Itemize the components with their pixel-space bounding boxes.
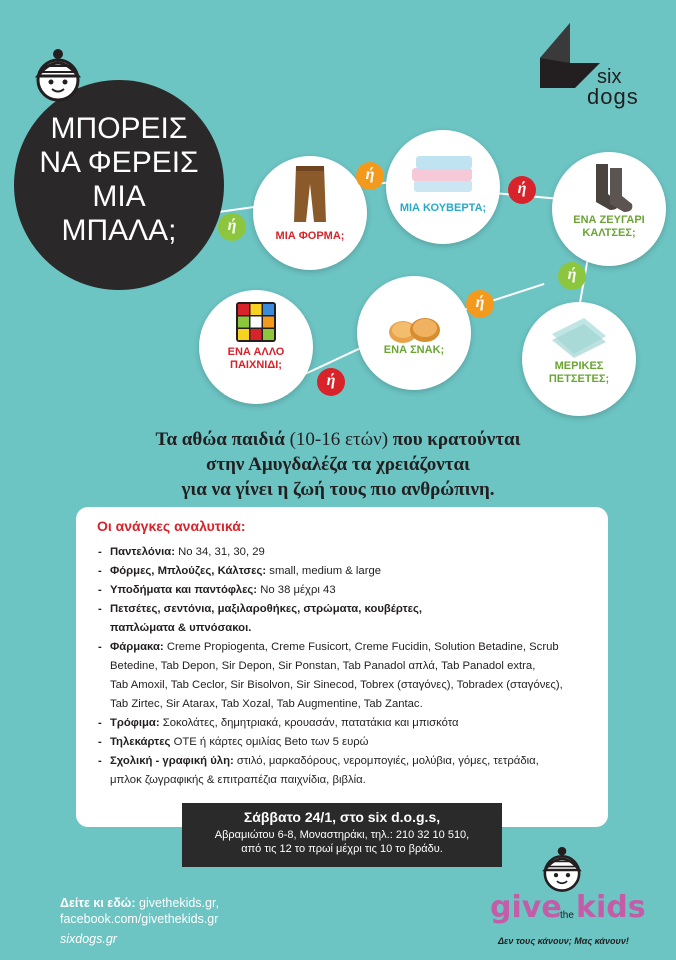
item-label-line: ΜΕΡΙΚΕΣ [554, 360, 604, 372]
brand-kids: kids [576, 890, 646, 925]
event-hours: από τις 12 το πρωί μέχρι τις 10 το βράδυ. [241, 843, 443, 855]
item-label-line: ΚΑΛΤΣΕΣ; [582, 227, 636, 239]
list-item: - Φάρμακα: Creme Propiogenta, Creme Fusicort, Creme Fucidin, Solution Betadine, Scrub [98, 638, 598, 657]
item-bubble-kouverta [386, 130, 500, 244]
item-label-kaltses [552, 214, 666, 240]
footer-see-also [60, 895, 219, 911]
see-also-label: Δείτε κι εδώ: [60, 896, 136, 910]
cookies-icon [385, 308, 445, 348]
brand-give: give [490, 890, 562, 925]
six-dogs-logo [535, 18, 645, 113]
event-box [182, 803, 502, 867]
socks-icon [588, 162, 636, 214]
list-item: - Τηλεκάρτες ΟΤΕ ή κάρτες ομιλίας Beto των 5 ευρώ [98, 733, 598, 752]
towels-icon [548, 314, 610, 358]
list-item-continuation: παπλώματα & υπνόσακοι. [110, 622, 252, 634]
item-bubble-forma [253, 156, 367, 270]
blanket-icon [410, 150, 476, 196]
list-item: - Υποδήματα και παντόφλες: Νο 38 μέχρι 43 [98, 581, 598, 600]
list-item: - Τρόφιμα: Σοκολάτες, δημητριακά, κρουασάν, πατατάκια και μπισκότα [98, 714, 598, 733]
list-item-continuation: μπλοκ ζωγραφικής & επιτραπέζια παιχνίδια, βιβλία. [110, 774, 366, 786]
connector-dot: ή [317, 368, 345, 396]
link-givethekids[interactable]: givethekids.gr, [139, 896, 219, 910]
mascot-icon [30, 48, 86, 104]
item-label-line: ΠΕΤΣΕΤΕΣ; [548, 373, 610, 385]
connector-dot: ή [508, 176, 536, 204]
main-question-line: ΜΠΟΡΕΙΣ [50, 112, 188, 145]
list-item-continuation: Betedine, Tab Depon, Sir Depon, Sir Ponstan, Tab Panadol απλά, Tab Panadol extra, [110, 660, 536, 672]
item-label-paixnidi [199, 346, 313, 372]
rubik-cube-icon [236, 302, 276, 342]
item-label-line: ΕΝΑ ΑΛΛΟ [227, 346, 285, 358]
needs-title: Οι ανάγκες αναλυτικά: [97, 518, 246, 534]
logo-dogs: dogs [587, 84, 639, 109]
item-label-snak: ΕΝΑ ΣΝΑΚ; [383, 344, 445, 356]
headline-line: Τα αθώα παιδιά (10-16 ετών) που κρατούνται [155, 429, 521, 450]
item-label-line: ΠΑΙΧΝΙΔΙ; [230, 359, 282, 371]
connector-dot: ή [558, 262, 586, 290]
headline-line: για να γίνει η ζωή τους πιο ανθρώπινη. [181, 479, 495, 500]
link-facebook[interactable]: facebook.com/givethekids.gr [60, 912, 219, 926]
main-question-line: ΜΠΑΛΑ; [61, 214, 177, 247]
connector-dot: ή [466, 290, 494, 318]
item-bubble-petsetes [522, 302, 636, 416]
mascot-icon [538, 846, 586, 894]
list-item: - Σχολική - γραφική ύλη: στιλό, μαρκαδόρους, νερομπογιές, μολύβια, γόμες, τετράδια, [98, 752, 598, 771]
list-item: - Πετσέτες, σεντόνια, μαξιλαροθήκες, στρώματα, κουβέρτες, [98, 600, 598, 619]
headline [0, 427, 676, 502]
headline-line: στην Αμυγδαλέζα τα χρειάζονται [206, 454, 470, 475]
link-sixdogs[interactable]: sixdogs.gr [60, 932, 117, 946]
item-bubble-kaltses [552, 152, 666, 266]
item-label-kouverta: ΜΙΑ ΚΟΥΒΕΡΤΑ; [399, 202, 487, 214]
connector-dot: ή [218, 213, 246, 241]
main-question-line: ΝΑ ΦΕΡΕΙΣ [39, 146, 199, 179]
list-item-continuation: Tab Zirtec, Sir Atarax, Tab Xozal, Tab Augmentine, Tab Zantac. [110, 698, 423, 710]
logo-six: six [597, 66, 622, 88]
item-label-petsetes [522, 360, 636, 386]
main-question [14, 112, 224, 248]
connector-dot: ή [356, 162, 384, 190]
main-question-line: ΜΙΑ [92, 180, 146, 213]
item-bubble-paixnidi [199, 290, 313, 404]
item-label-forma: ΜΙΑ ΦΟΡΜΑ; [275, 230, 345, 242]
item-bubble-snak [357, 276, 471, 390]
event-address: Αβραμιώτου 6-8, Μοναστηράκι, τηλ.: 210 32 10 510, [214, 829, 470, 841]
needs-list [98, 543, 598, 790]
pants-icon [290, 164, 330, 224]
item-label-line: ΕΝΑ ΖΕΥΓΑΡΙ [573, 214, 645, 226]
list-item: - Παντελόνια: Νο 34, 31, 30, 29 [98, 543, 598, 562]
event-title: Σάββατο 24/1, στο six d.o.g.s, [243, 809, 441, 825]
brand-tagline: Δεν τους κάνουν; Μας κάνουν! [498, 936, 629, 946]
list-item: - Φόρμες, Μπλούζες, Κάλτσες: small, medium & large [98, 562, 598, 581]
list-item-continuation: Tab Amoxil, Tab Ceclor, Sir Bisolvon, Sir Sinecod, Tobrex (σταγόνες), Tobradex (σταγόνες), [110, 679, 563, 691]
givethekids-logo [490, 890, 650, 930]
brand-the: the [560, 910, 574, 921]
